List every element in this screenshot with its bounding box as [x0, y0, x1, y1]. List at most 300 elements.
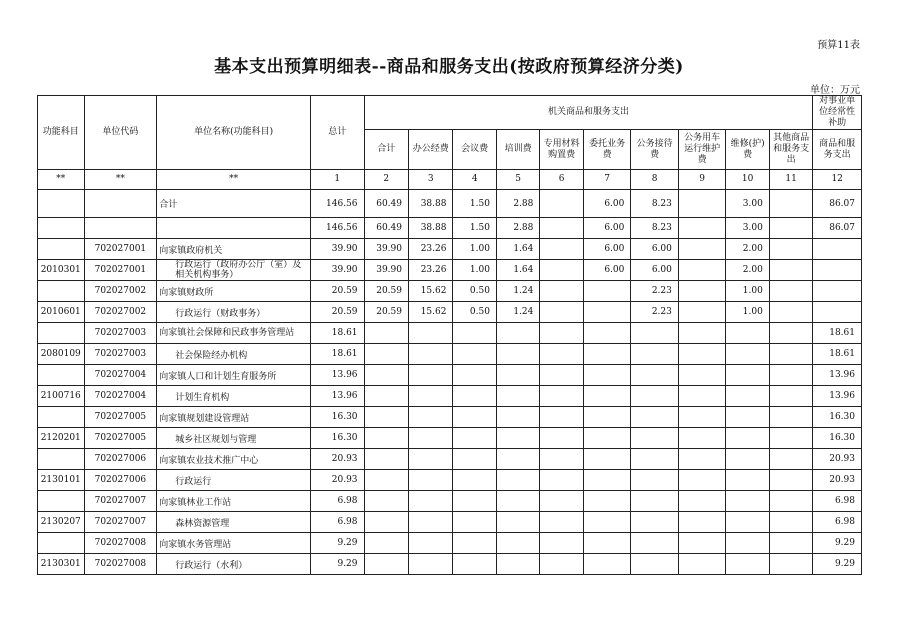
value-cell-6 — [540, 281, 583, 302]
value-cell-3 — [408, 344, 452, 365]
unit-name-cell: 向家镇人口和计划生育服务所 — [157, 365, 311, 386]
value-cell-8: 8.23 — [631, 218, 679, 239]
value-cell-8: 6.00 — [631, 239, 679, 260]
value-cell-5 — [496, 428, 539, 449]
value-cell-8: 8.23 — [631, 190, 679, 218]
value-cell-6 — [540, 554, 583, 575]
value-cell-12: 16.30 — [813, 407, 862, 428]
value-cell-1: 6.98 — [310, 512, 364, 533]
value-cell-6 — [540, 491, 583, 512]
value-cell-6 — [540, 302, 583, 323]
value-cell-3: 38.88 — [408, 190, 452, 218]
value-cell-10 — [726, 428, 769, 449]
header-index-5: 5 — [496, 170, 539, 190]
func-subject-cell — [38, 533, 85, 554]
value-cell-11 — [769, 365, 813, 386]
value-cell-2 — [364, 428, 408, 449]
unit-code-cell: 702027003 — [84, 344, 157, 365]
value-cell-4 — [453, 407, 496, 428]
value-cell-12: 20.93 — [813, 470, 862, 491]
value-cell-4: 0.50 — [453, 281, 496, 302]
header-col-1: 合计 — [364, 130, 408, 170]
header-col-10: 其他商品和服务支出 — [769, 130, 813, 170]
header-unit-code: 单位代码 — [84, 96, 157, 170]
value-cell-5: 2.88 — [496, 190, 539, 218]
value-cell-6 — [540, 533, 583, 554]
value-cell-9 — [678, 302, 726, 323]
func-subject-cell: 2100716 — [38, 386, 85, 407]
value-cell-3 — [408, 365, 452, 386]
func-subject-cell — [38, 491, 85, 512]
func-subject-cell: 2130101 — [38, 470, 85, 491]
value-cell-10: 2.00 — [726, 239, 769, 260]
table-row — [38, 218, 862, 239]
value-cell-4: 1.50 — [453, 218, 496, 239]
value-cell-11 — [769, 470, 813, 491]
header-index-10: 10 — [726, 170, 769, 190]
value-cell-10 — [726, 407, 769, 428]
value-cell-5: 1.64 — [496, 239, 539, 260]
header-index-4: 4 — [453, 170, 496, 190]
value-cell-7 — [583, 344, 631, 365]
unit-code-cell — [84, 218, 157, 239]
value-cell-8 — [631, 512, 679, 533]
value-cell-2 — [364, 407, 408, 428]
value-cell-10 — [726, 491, 769, 512]
value-cell-1: 6.98 — [310, 491, 364, 512]
value-cell-9 — [678, 386, 726, 407]
value-cell-9 — [678, 449, 726, 470]
func-subject-cell: 2130301 — [38, 554, 85, 575]
unit-code-cell: 702027003 — [84, 323, 157, 344]
table-header — [38, 96, 862, 190]
value-cell-4 — [453, 365, 496, 386]
value-cell-3 — [408, 323, 452, 344]
value-cell-9 — [678, 491, 726, 512]
unit-code-cell: 702027007 — [84, 512, 157, 533]
func-subject-cell: 2010601 — [38, 302, 85, 323]
value-cell-12: 18.61 — [813, 323, 862, 344]
value-cell-5: 2.88 — [496, 218, 539, 239]
budget-table — [37, 95, 862, 575]
unit-name-cell: 向家镇财政所 — [157, 281, 311, 302]
value-cell-2: 39.90 — [364, 239, 408, 260]
unit-name-cell: 向家镇社会保障和民政事务管理站 — [157, 323, 311, 344]
value-cell-4: 1.00 — [453, 239, 496, 260]
unit-name-cell: 向家镇政府机关 — [157, 239, 311, 260]
value-cell-1: 20.59 — [310, 281, 364, 302]
value-cell-8 — [631, 386, 679, 407]
value-cell-7 — [583, 386, 631, 407]
table-row — [38, 533, 862, 554]
value-cell-5 — [496, 407, 539, 428]
value-cell-9 — [678, 407, 726, 428]
value-cell-5 — [496, 491, 539, 512]
func-subject-cell — [38, 218, 85, 239]
value-cell-12 — [813, 302, 862, 323]
value-cell-6 — [540, 428, 583, 449]
value-cell-4 — [453, 470, 496, 491]
table-row — [38, 386, 862, 407]
value-cell-10: 2.00 — [726, 260, 769, 281]
value-cell-10 — [726, 470, 769, 491]
table-row — [38, 281, 862, 302]
unit-code-cell: 702027008 — [84, 554, 157, 575]
value-cell-10 — [726, 554, 769, 575]
table-row — [38, 407, 862, 428]
value-cell-6 — [540, 449, 583, 470]
header-index-6: 6 — [540, 170, 583, 190]
unit-name-cell — [157, 218, 311, 239]
value-cell-8 — [631, 533, 679, 554]
value-cell-1: 146.56 — [310, 190, 364, 218]
value-cell-4 — [453, 386, 496, 407]
value-cell-5: 1.24 — [496, 302, 539, 323]
value-cell-12: 16.30 — [813, 428, 862, 449]
header-star-2: ** — [84, 170, 157, 190]
value-cell-4 — [453, 344, 496, 365]
value-cell-4 — [453, 533, 496, 554]
table-body — [38, 190, 862, 575]
value-cell-9 — [678, 344, 726, 365]
value-cell-4: 1.00 — [453, 260, 496, 281]
value-cell-6 — [540, 386, 583, 407]
value-cell-9 — [678, 190, 726, 218]
value-cell-1: 13.96 — [310, 365, 364, 386]
unit-name-cell: 行政运行（水利） — [157, 554, 311, 575]
value-cell-4 — [453, 491, 496, 512]
unit-code-cell — [84, 190, 157, 218]
value-cell-7 — [583, 449, 631, 470]
value-cell-8 — [631, 491, 679, 512]
value-cell-5 — [496, 449, 539, 470]
table-row — [38, 302, 862, 323]
value-cell-12: 86.07 — [813, 190, 862, 218]
value-cell-12: 6.98 — [813, 491, 862, 512]
value-cell-1: 13.96 — [310, 386, 364, 407]
value-cell-10: 3.00 — [726, 218, 769, 239]
header-col-3: 会议费 — [453, 130, 496, 170]
value-cell-1: 18.61 — [310, 323, 364, 344]
unit-name-cell: 向家镇规划建设管理站 — [157, 407, 311, 428]
value-cell-1: 9.29 — [310, 554, 364, 575]
value-cell-10 — [726, 323, 769, 344]
value-cell-11 — [769, 323, 813, 344]
value-cell-2: 20.59 — [364, 302, 408, 323]
value-cell-10 — [726, 344, 769, 365]
unit-code-cell: 702027007 — [84, 491, 157, 512]
func-subject-cell: 2120201 — [38, 428, 85, 449]
value-cell-11 — [769, 218, 813, 239]
value-cell-6 — [540, 260, 583, 281]
value-cell-11 — [769, 386, 813, 407]
value-cell-2 — [364, 449, 408, 470]
value-cell-12: 86.07 — [813, 218, 862, 239]
header-col-4: 培训费 — [496, 130, 539, 170]
value-cell-6 — [540, 190, 583, 218]
header-col-2: 办公经费 — [408, 130, 452, 170]
header-col-8: 公务用车运行维护费 — [678, 130, 726, 170]
unit-name-cell: 行政运行（政府办公厅（室）及相关机构事务） — [157, 260, 311, 281]
value-cell-2 — [364, 533, 408, 554]
value-cell-6 — [540, 344, 583, 365]
value-cell-10: 3.00 — [726, 190, 769, 218]
value-cell-8 — [631, 470, 679, 491]
value-cell-5 — [496, 365, 539, 386]
value-cell-5 — [496, 533, 539, 554]
value-cell-9 — [678, 239, 726, 260]
value-cell-11 — [769, 302, 813, 323]
value-cell-2: 60.49 — [364, 190, 408, 218]
value-cell-2: 20.59 — [364, 281, 408, 302]
header-index-9: 9 — [678, 170, 726, 190]
unit-code-cell: 702027005 — [84, 407, 157, 428]
value-cell-9 — [678, 512, 726, 533]
value-cell-10 — [726, 449, 769, 470]
unit-name-cell: 城乡社区规划与管理 — [157, 428, 311, 449]
value-cell-8 — [631, 554, 679, 575]
value-cell-2 — [364, 344, 408, 365]
value-cell-9 — [678, 281, 726, 302]
table-row — [38, 554, 862, 575]
unit-name-cell: 向家镇水务管理站 — [157, 533, 311, 554]
value-cell-12: 13.96 — [813, 386, 862, 407]
value-cell-12 — [813, 281, 862, 302]
value-cell-12: 6.98 — [813, 512, 862, 533]
value-cell-12: 9.29 — [813, 533, 862, 554]
value-cell-7 — [583, 491, 631, 512]
value-cell-5 — [496, 386, 539, 407]
unit-label: 单位：万元 — [810, 85, 860, 96]
func-subject-cell — [38, 365, 85, 386]
value-cell-6 — [540, 512, 583, 533]
value-cell-11 — [769, 344, 813, 365]
value-cell-11 — [769, 190, 813, 218]
value-cell-2 — [364, 365, 408, 386]
unit-code-cell: 702027004 — [84, 365, 157, 386]
value-cell-7 — [583, 365, 631, 386]
value-cell-11 — [769, 239, 813, 260]
value-cell-7 — [583, 470, 631, 491]
value-cell-11 — [769, 281, 813, 302]
value-cell-7 — [583, 533, 631, 554]
func-subject-cell — [38, 407, 85, 428]
header-index-2: 2 — [364, 170, 408, 190]
header-index-8: 8 — [631, 170, 679, 190]
value-cell-1: 39.90 — [310, 260, 364, 281]
value-cell-10: 1.00 — [726, 281, 769, 302]
value-cell-3 — [408, 407, 452, 428]
value-cell-5 — [496, 470, 539, 491]
value-cell-2 — [364, 323, 408, 344]
value-cell-2 — [364, 470, 408, 491]
unit-code-cell: 702027004 — [84, 386, 157, 407]
value-cell-12: 13.96 — [813, 365, 862, 386]
value-cell-4 — [453, 512, 496, 533]
value-cell-7 — [583, 407, 631, 428]
value-cell-5: 1.64 — [496, 260, 539, 281]
value-cell-11 — [769, 554, 813, 575]
table-row — [38, 365, 862, 386]
value-cell-5 — [496, 323, 539, 344]
value-cell-9 — [678, 323, 726, 344]
value-cell-6 — [540, 365, 583, 386]
value-cell-10 — [726, 365, 769, 386]
value-cell-9 — [678, 428, 726, 449]
unit-code-cell: 702027002 — [84, 281, 157, 302]
value-cell-11 — [769, 533, 813, 554]
value-cell-6 — [540, 218, 583, 239]
value-cell-2 — [364, 491, 408, 512]
func-subject-cell — [38, 449, 85, 470]
value-cell-4 — [453, 449, 496, 470]
unit-code-cell: 702027006 — [84, 470, 157, 491]
value-cell-2 — [364, 386, 408, 407]
header-col-11: 商品和服务支出 — [813, 130, 862, 170]
table-row — [38, 512, 862, 533]
header-index-11: 11 — [769, 170, 813, 190]
func-subject-cell: 2130207 — [38, 512, 85, 533]
value-cell-7 — [583, 281, 631, 302]
value-cell-4: 1.50 — [453, 190, 496, 218]
value-cell-2: 60.49 — [364, 218, 408, 239]
value-cell-2 — [364, 554, 408, 575]
value-cell-7 — [583, 554, 631, 575]
header-agency-group: 机关商品和服务支出 — [364, 96, 813, 130]
value-cell-6 — [540, 323, 583, 344]
value-cell-3 — [408, 533, 452, 554]
value-cell-5 — [496, 512, 539, 533]
value-cell-3 — [408, 491, 452, 512]
value-cell-12: 20.93 — [813, 449, 862, 470]
value-cell-11 — [769, 428, 813, 449]
value-cell-7 — [583, 428, 631, 449]
value-cell-9 — [678, 218, 726, 239]
value-cell-3: 23.26 — [408, 239, 452, 260]
value-cell-12 — [813, 239, 862, 260]
value-cell-7: 6.00 — [583, 190, 631, 218]
value-cell-1: 20.93 — [310, 449, 364, 470]
func-subject-cell — [38, 281, 85, 302]
header-index-1: 1 — [310, 170, 364, 190]
unit-name-cell: 行政运行 — [157, 470, 311, 491]
unit-name-cell: 合计 — [157, 190, 311, 218]
value-cell-9 — [678, 554, 726, 575]
value-cell-8: 2.23 — [631, 302, 679, 323]
unit-name-cell: 向家镇林业工作站 — [157, 491, 311, 512]
value-cell-6 — [540, 239, 583, 260]
header-col-5: 专用材料购置费 — [540, 130, 583, 170]
value-cell-8 — [631, 407, 679, 428]
value-cell-7 — [583, 512, 631, 533]
value-cell-9 — [678, 365, 726, 386]
func-subject-cell: 2080109 — [38, 344, 85, 365]
header-col-9: 维修(护)费 — [726, 130, 769, 170]
table-row — [38, 190, 862, 218]
value-cell-1: 9.29 — [310, 533, 364, 554]
value-cell-11 — [769, 512, 813, 533]
value-cell-8 — [631, 449, 679, 470]
header-col-7: 公务接待费 — [631, 130, 679, 170]
value-cell-3 — [408, 386, 452, 407]
value-cell-11 — [769, 491, 813, 512]
value-cell-9 — [678, 470, 726, 491]
value-cell-10 — [726, 386, 769, 407]
header-subsidy-group: 对事业单位经常性补助 — [813, 96, 862, 130]
value-cell-11 — [769, 260, 813, 281]
header-total: 总计 — [310, 96, 364, 170]
table-row — [38, 470, 862, 491]
value-cell-9 — [678, 260, 726, 281]
value-cell-8 — [631, 428, 679, 449]
unit-name-cell: 行政运行（财政事务） — [157, 302, 311, 323]
value-cell-11 — [769, 407, 813, 428]
value-cell-8: 6.00 — [631, 260, 679, 281]
table-row — [38, 449, 862, 470]
value-cell-3: 38.88 — [408, 218, 452, 239]
value-cell-1: 20.93 — [310, 470, 364, 491]
value-cell-4 — [453, 323, 496, 344]
unit-code-cell: 702027001 — [84, 239, 157, 260]
value-cell-1: 146.56 — [310, 218, 364, 239]
value-cell-3 — [408, 470, 452, 491]
value-cell-8: 2.23 — [631, 281, 679, 302]
header-star-1: ** — [38, 170, 85, 190]
value-cell-12: 9.29 — [813, 554, 862, 575]
value-cell-6 — [540, 470, 583, 491]
func-subject-cell — [38, 323, 85, 344]
value-cell-4 — [453, 428, 496, 449]
header-index-3: 3 — [408, 170, 452, 190]
value-cell-3 — [408, 512, 452, 533]
value-cell-6 — [540, 407, 583, 428]
unit-code-cell: 702027005 — [84, 428, 157, 449]
value-cell-7: 6.00 — [583, 218, 631, 239]
value-cell-10: 1.00 — [726, 302, 769, 323]
unit-code-cell: 702027008 — [84, 533, 157, 554]
value-cell-1: 20.59 — [310, 302, 364, 323]
unit-name-cell: 森林资源管理 — [157, 512, 311, 533]
page-title: 基本支出预算明细表--商品和服务支出(按政府预算经济分类) — [214, 57, 684, 77]
value-cell-1: 16.30 — [310, 428, 364, 449]
value-cell-7: 6.00 — [583, 239, 631, 260]
value-cell-10 — [726, 512, 769, 533]
table-number-label: 预算11表 — [817, 40, 860, 51]
value-cell-3 — [408, 428, 452, 449]
value-cell-12: 18.61 — [813, 344, 862, 365]
value-cell-12 — [813, 260, 862, 281]
unit-name-cell: 社会保险经办机构 — [157, 344, 311, 365]
unit-code-cell: 702027006 — [84, 449, 157, 470]
value-cell-5: 1.24 — [496, 281, 539, 302]
value-cell-1: 18.61 — [310, 344, 364, 365]
header-index-12: 12 — [813, 170, 862, 190]
func-subject-cell — [38, 190, 85, 218]
value-cell-9 — [678, 533, 726, 554]
value-cell-11 — [769, 449, 813, 470]
value-cell-3 — [408, 554, 452, 575]
value-cell-3 — [408, 449, 452, 470]
value-cell-1: 39.90 — [310, 239, 364, 260]
header-index-7: 7 — [583, 170, 631, 190]
table-row — [38, 428, 862, 449]
table-row — [38, 491, 862, 512]
value-cell-7: 6.00 — [583, 260, 631, 281]
unit-name-cell: 计划生育机构 — [157, 386, 311, 407]
value-cell-10 — [726, 533, 769, 554]
value-cell-5 — [496, 554, 539, 575]
unit-name-cell: 向家镇农业技术推广中心 — [157, 449, 311, 470]
